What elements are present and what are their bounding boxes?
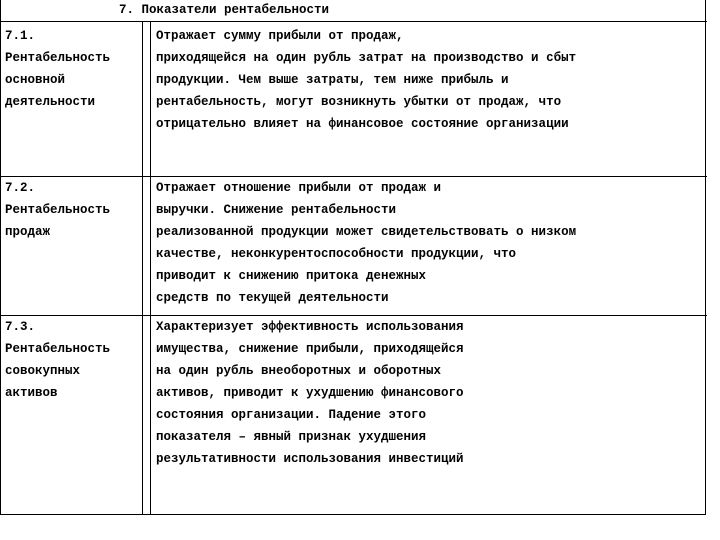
description-cell-2: Отражает отношение прибыли от продаж и выручки. Снижение рентабельности реализованной продукции может свидетельствовать о низком качестве, неконкурентоспособности продукции, что приводит к снижению притока денежных средств по текущей деятельности bbox=[156, 181, 577, 305]
column-divider-left bbox=[142, 22, 143, 515]
indicator-cell-2: 7.2. Рентабельность продаж bbox=[5, 181, 111, 239]
description-cell-3: Характеризует эффективность использования имущества, снижение прибыли, приходящейся на один рубль внеоборотных и оборотных активов, приводит к ухудшению финансового состояния организации. Падение этого показателя – явный признак ухудшения результативности использования инвестиций bbox=[156, 320, 464, 466]
table-title-row bbox=[1, 0, 707, 22]
description-cell-1: Отражает сумму прибыли от продаж, приходящейся на один рубль затрат на производство и сбыт продукции. Чем выше затраты, тем ниже прибыль и рентабельность, могут возникнуть убытки от продаж, что отрицательно влияет на финансовое состояние организации bbox=[156, 29, 577, 131]
table-title: 7. Показатели рентабельности bbox=[119, 3, 330, 17]
indicator-cell-3: 7.3. Рентабельность совокупных активов bbox=[5, 320, 111, 400]
indicator-cell-1: 7.1. Рентабельность основной деятельности bbox=[5, 29, 111, 109]
column-divider-right bbox=[150, 22, 151, 515]
